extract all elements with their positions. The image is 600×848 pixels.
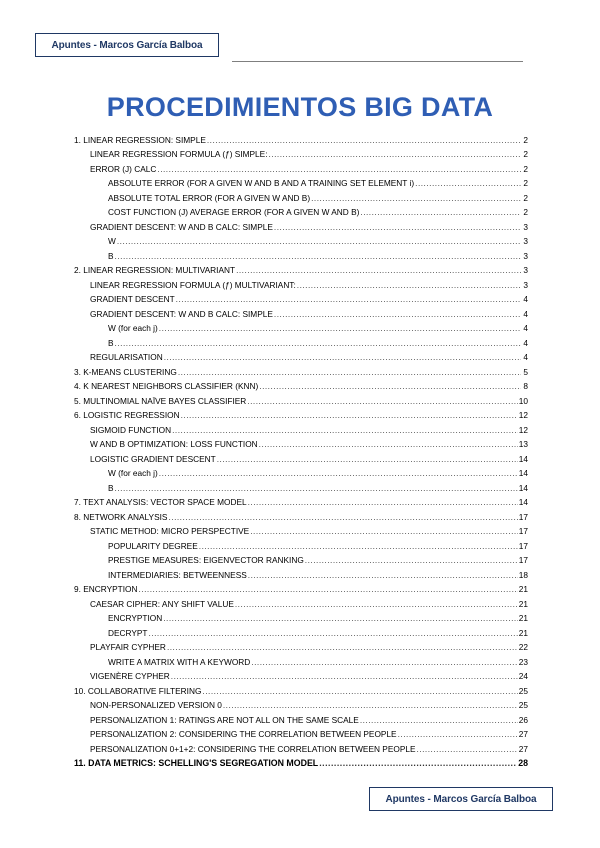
toc-entry-label: STATIC METHOD: MICRO PERSPECTIVE	[90, 526, 250, 536]
toc-entry-page: 13	[518, 439, 528, 449]
toc-leader-dots	[163, 613, 518, 624]
toc-entry[interactable]	[74, 668, 528, 683]
toc-leader-dots	[319, 758, 517, 769]
toc-leader-dots	[223, 700, 518, 711]
toc-entry[interactable]	[74, 726, 528, 741]
toc-leader-dots	[168, 512, 517, 523]
toc-entry[interactable]	[74, 421, 528, 436]
toc-entry-page: 2	[523, 163, 528, 174]
toc-entry-label: PERSONALIZATION 1: RATINGS ARE NOT ALL ON THE SAME SCALE	[90, 714, 359, 725]
toc-leader-dots	[181, 410, 518, 421]
toc-leader-dots	[297, 280, 521, 291]
toc-entry-page: 2	[523, 134, 528, 145]
toc-entry-label: SIGMOID FUNCTION	[90, 424, 172, 435]
toc-entry-page: 17	[518, 526, 528, 536]
toc-leader-dots	[274, 222, 521, 233]
toc-entry[interactable]	[74, 392, 528, 407]
toc-entry[interactable]	[74, 537, 528, 552]
toc-entry[interactable]	[74, 624, 528, 639]
toc-entry-label: PERSONALIZATION 0+1+2: CONSIDERING THE CORRELATION BETWEEN PEOPLE	[90, 743, 416, 754]
toc-leader-dots	[149, 628, 518, 639]
toc-leader-dots	[115, 251, 521, 262]
toc-entry-page: 3	[523, 221, 528, 232]
header-badge: Apuntes - Marcos García Balboa	[35, 33, 219, 57]
toc-entry[interactable]	[74, 349, 528, 364]
toc-leader-dots	[171, 671, 518, 682]
toc-entry[interactable]	[74, 465, 528, 480]
toc-entry-label: INTERMEDIARIES: BETWEENNESS	[108, 569, 247, 580]
toc-entry-label: REGULARISATION	[90, 352, 163, 362]
page-title: PROCEDIMIENTOS BIG DATA	[106, 92, 494, 122]
toc-entry[interactable]	[74, 755, 528, 770]
toc-leader-dots	[398, 729, 518, 740]
toc-entry-label: B	[108, 250, 114, 261]
toc-leader-dots	[360, 207, 521, 218]
toc-entry-label: 1. LINEAR REGRESSION: SIMPLE	[74, 134, 206, 145]
toc-entry[interactable]	[74, 595, 528, 610]
toc-entry-page: 3	[523, 236, 528, 246]
toc-entry[interactable]	[74, 508, 528, 523]
toc-entry-label: B	[108, 337, 114, 348]
toc-entry-label: 6. LOGISTIC REGRESSION	[74, 410, 180, 420]
toc-entry-label: POPULARITY DEGREE	[108, 540, 198, 551]
toc-leader-dots	[236, 265, 521, 276]
toc-leader-dots	[235, 599, 518, 610]
toc-leader-dots	[269, 149, 522, 160]
toc-leader-dots	[250, 526, 518, 537]
toc-entry[interactable]	[74, 552, 528, 567]
toc-entry-label: DECRYPT	[108, 627, 148, 638]
toc-entry-label: W (for each j)	[108, 323, 158, 333]
toc-entry[interactable]	[74, 566, 528, 581]
toc-leader-dots	[115, 483, 518, 494]
toc-entry-page: 2	[523, 149, 528, 159]
toc-entry[interactable]	[74, 436, 528, 451]
toc-leader-dots	[360, 715, 518, 726]
toc-leader-dots	[259, 381, 521, 392]
toc-leader-dots	[415, 178, 521, 189]
toc-leader-dots	[417, 744, 518, 755]
toc-entry-label: LINEAR REGRESSION FORMULA (ƒ) SIMPLE:	[90, 149, 268, 159]
toc-entry-page: 12	[518, 410, 528, 420]
toc-entry-page: 26	[518, 714, 528, 725]
toc-entry[interactable]	[74, 320, 528, 335]
toc-entry-page: 14	[518, 468, 528, 478]
toc-entry-label: GRADIENT DESCENT: W AND B CALC: SIMPLE	[90, 308, 273, 319]
toc-entry-label: 11. DATA METRICS: SCHELLING'S SEGREGATION MODEL	[74, 758, 319, 768]
toc-entry[interactable]	[74, 291, 528, 306]
header-divider	[232, 61, 523, 62]
toc-entry-page: 14	[518, 497, 528, 507]
toc-entry-page: 23	[518, 656, 528, 667]
toc-entry-label: B	[108, 482, 114, 493]
toc-entry-page: 4	[523, 337, 528, 348]
toc-entry-page: 2	[523, 178, 528, 188]
toc-leader-dots	[167, 642, 518, 653]
toc-entry-page: 24	[518, 671, 528, 681]
toc-entry-page: 28	[518, 758, 528, 768]
toc-entry-label: COST FUNCTION (J) AVERAGE ERROR (FOR A GIVEN W AND B)	[108, 207, 360, 217]
toc-leader-dots	[217, 454, 518, 465]
toc-entry-label: ABSOLUTE TOTAL ERROR (FOR A GIVEN W AND B)	[108, 192, 311, 203]
toc-entry-page: 14	[518, 482, 528, 493]
toc-entry[interactable]	[74, 305, 528, 320]
toc-entry[interactable]	[74, 218, 528, 233]
toc-entry-page: 14	[518, 453, 528, 464]
toc-leader-dots	[199, 541, 518, 552]
toc-entry-label: 2. LINEAR REGRESSION: MULTIVARIANT	[74, 265, 236, 275]
toc-entry-label: 8. NETWORK ANALYSIS	[74, 511, 168, 522]
toc-entry-page: 2	[523, 192, 528, 203]
toc-leader-dots	[251, 657, 517, 668]
toc-entry-page: 4	[523, 323, 528, 333]
toc-entry-page: 10	[518, 395, 528, 406]
toc-entry-label: 9. ENCRYPTION	[74, 584, 138, 594]
toc-leader-dots	[305, 555, 518, 566]
toc-entry-label: VIGENÈRE CYPHER	[90, 671, 170, 681]
toc-entry-label: PLAYFAIR CYPHER	[90, 642, 166, 652]
toc-entry-label: 10. COLLABORATIVE FILTERING	[74, 685, 202, 696]
toc-entry-page: 4	[523, 352, 528, 362]
toc-entry[interactable]	[74, 711, 528, 726]
toc-entry[interactable]	[74, 653, 528, 668]
toc-entry[interactable]	[74, 682, 528, 697]
toc-entry[interactable]	[74, 262, 528, 277]
toc-entry-page: 21	[518, 598, 528, 609]
toc-entry-page: 25	[518, 700, 528, 710]
toc-entry-label: PERSONALIZATION 2: CONSIDERING THE CORRELATION BETWEEN PEOPLE	[90, 729, 397, 739]
toc-entry-page: 27	[518, 729, 528, 739]
toc-entry-page: 12	[518, 424, 528, 435]
toc-entry-page: 21	[518, 613, 528, 623]
toc-entry-label: CAESAR CIPHER: ANY SHIFT VALUE	[90, 598, 234, 609]
toc-leader-dots	[248, 497, 518, 508]
toc-leader-dots	[247, 396, 517, 407]
toc-entry[interactable]	[74, 697, 528, 712]
toc-leader-dots	[178, 367, 521, 378]
toc-entry-page: 27	[518, 743, 528, 754]
toc-entry[interactable]	[74, 189, 528, 204]
toc-entry-page: 5	[523, 366, 528, 377]
toc-leader-dots	[159, 468, 518, 479]
toc-entry-page: 22	[518, 642, 528, 652]
footer-badge: Apuntes - Marcos García Balboa	[369, 787, 553, 811]
toc-leader-dots	[207, 135, 521, 146]
toc-entry-page: 3	[523, 250, 528, 261]
toc-leader-dots	[115, 338, 521, 349]
toc-entry-page: 4	[523, 294, 528, 304]
toc-entry-page: 21	[518, 584, 528, 594]
toc-leader-dots	[202, 686, 517, 697]
toc-entry[interactable]	[74, 450, 528, 465]
toc-entry[interactable]	[74, 160, 528, 175]
toc-entry[interactable]	[74, 639, 528, 654]
toc-leader-dots	[117, 236, 521, 247]
toc-entry-page: 4	[523, 308, 528, 319]
toc-entry-page: 3	[523, 279, 528, 290]
toc-entry[interactable]	[74, 740, 528, 755]
toc-leader-dots	[176, 294, 521, 305]
toc-entry-label: ENCRYPTION	[108, 613, 163, 623]
toc-entry-page: 3	[523, 265, 528, 275]
toc-leader-dots	[311, 193, 521, 204]
toc-leader-dots	[274, 309, 521, 320]
toc-leader-dots	[157, 164, 521, 175]
toc-leader-dots	[159, 323, 521, 334]
toc-entry-page: 17	[518, 555, 528, 565]
toc-entry[interactable]	[74, 581, 528, 596]
toc-entry[interactable]	[74, 276, 528, 291]
toc-entry-label: W	[108, 236, 116, 246]
toc-entry-label: W (for each j)	[108, 468, 158, 478]
toc-entry-label: ERROR (J) CALC	[90, 163, 157, 174]
toc-leader-dots	[138, 584, 517, 595]
toc-entry[interactable]	[74, 523, 528, 538]
toc-leader-dots	[248, 570, 518, 581]
toc-entry-page: 2	[523, 207, 528, 217]
toc-entry-label: LINEAR REGRESSION FORMULA (ƒ) MULTIVARIANT:	[90, 279, 296, 290]
toc-entry-page: 18	[518, 569, 528, 580]
toc-entry[interactable]	[74, 233, 528, 248]
toc-entry[interactable]	[74, 334, 528, 349]
toc-entry-label: 5. MULTINOMIAL NAÏVE BAYES CLASSIFIER	[74, 395, 247, 406]
toc-entry-label: W AND B OPTIMIZATION: LOSS FUNCTION	[90, 439, 258, 449]
toc-entry[interactable]	[74, 610, 528, 625]
toc-entry[interactable]	[74, 378, 528, 393]
toc-entry-page: 8	[523, 381, 528, 391]
toc-entry-label: WRITE A MATRIX WITH A KEYWORD	[108, 656, 251, 667]
toc-entry[interactable]	[74, 494, 528, 509]
toc-entry-page: 25	[518, 685, 528, 696]
toc-entry-label: ABSOLUTE ERROR (FOR A GIVEN W AND B AND A TRAINING SET ELEMENT i)	[108, 178, 415, 188]
toc-entry-label: NON-PERSONALIZED VERSION 0	[90, 700, 222, 710]
toc-entry[interactable]	[74, 204, 528, 219]
toc-entry-label: 4. K NEAREST NEIGHBORS CLASSIFIER (KNN)	[74, 381, 259, 391]
toc-entry-label: 7. TEXT ANALYSIS: VECTOR SPACE MODEL	[74, 497, 247, 507]
toc-leader-dots	[164, 352, 521, 363]
toc-entry[interactable]	[74, 175, 528, 190]
toc-entry-page: 21	[518, 627, 528, 638]
toc-leader-dots	[172, 425, 518, 436]
toc-entry-page: 17	[518, 540, 528, 551]
toc-entry[interactable]	[74, 407, 528, 422]
toc-entry[interactable]	[74, 363, 528, 378]
toc-entry-page: 17	[518, 511, 528, 522]
toc-entry-label: GRADIENT DESCENT: W AND B CALC: SIMPLE	[90, 221, 273, 232]
toc-entry-label: LOGISTIC GRADIENT DESCENT	[90, 453, 216, 464]
toc-entry[interactable]	[74, 247, 528, 262]
toc-entry[interactable]	[74, 131, 528, 146]
toc-entry-label: GRADIENT DESCENT	[90, 294, 175, 304]
toc-entry[interactable]	[74, 146, 528, 161]
table-of-contents	[74, 131, 528, 769]
toc-entry-label: PRESTIGE MEASURES: EIGENVECTOR RANKING	[108, 555, 304, 565]
toc-entry[interactable]	[74, 479, 528, 494]
toc-entry-label: 3. K-MEANS CLUSTERING	[74, 366, 177, 377]
toc-leader-dots	[259, 439, 518, 450]
